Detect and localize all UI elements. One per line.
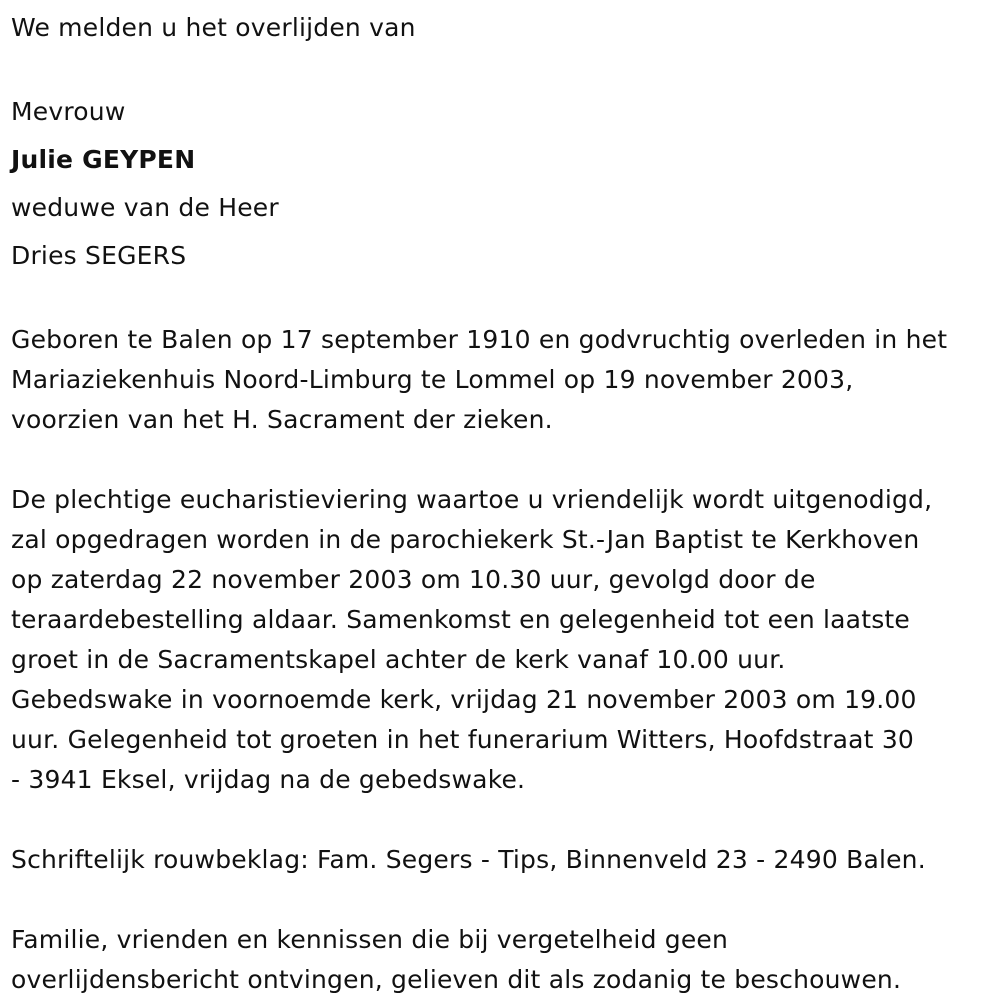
- paragraph-line: Gebedswake in voornoemde kerk, vrijdag 21 november 2003 om 19.00: [11, 685, 917, 714]
- paragraph-line: Mariaziekenhuis Noord-Limburg te Lommel op 19 november 2003,: [11, 365, 854, 394]
- paragraph-line: groet in de Sacramentskapel achter de kerk vanaf 10.00 uur.: [11, 645, 786, 674]
- spacer: [11, 48, 991, 88]
- paragraph-line: zal opgedragen worden in de parochiekerk St.-Jan Baptist te Kerkhoven: [11, 525, 920, 554]
- spacer: [11, 280, 991, 320]
- paragraph-line: Geboren te Balen op 17 september 1910 en godvruchtig overleden in het: [11, 325, 948, 354]
- birth-death-paragraph: [11, 320, 991, 440]
- relation-text: weduwe van de Heer: [11, 193, 279, 222]
- paragraph-line: Familie, vrienden en kennissen die bij vergetelheid geen: [11, 925, 729, 954]
- paragraph-line: overlijdensbericht ontvingen, gelieven dit als zodanig te beschouwen.: [11, 965, 902, 994]
- closing-paragraph: [11, 920, 991, 1000]
- deceased-name: Julie GEYPEN: [11, 145, 196, 174]
- death-notice: [11, 8, 991, 1000]
- spacer: [11, 880, 991, 920]
- paragraph-line: voorzien van het H. Sacrament der zieken.: [11, 405, 553, 434]
- title-text: Mevrouw: [11, 97, 126, 126]
- spacer: [11, 440, 991, 480]
- condolences-text: Schriftelijk rouwbeklag: Fam. Segers - Tips, Binnenveld 23 - 2490 Balen.: [11, 845, 926, 874]
- intro-text: We melden u het overlijden van: [11, 13, 416, 42]
- ceremony-paragraph: [11, 480, 991, 800]
- spacer: [11, 800, 991, 840]
- paragraph-line: teraardebestelling aldaar. Samenkomst en gelegenheid tot een laatste: [11, 605, 911, 634]
- paragraph-line: De plechtige eucharistieviering waartoe u vriendelijk wordt uitgenodigd,: [11, 485, 933, 514]
- paragraph-line: uur. Gelegenheid tot groeten in het funerarium Witters, Hoofdstraat 30: [11, 725, 915, 754]
- spouse-name: Dries SEGERS: [11, 241, 187, 270]
- paragraph-line: - 3941 Eksel, vrijdag na de gebedswake.: [11, 765, 526, 794]
- paragraph-line: op zaterdag 22 november 2003 om 10.30 uur, gevolgd door de: [11, 565, 816, 594]
